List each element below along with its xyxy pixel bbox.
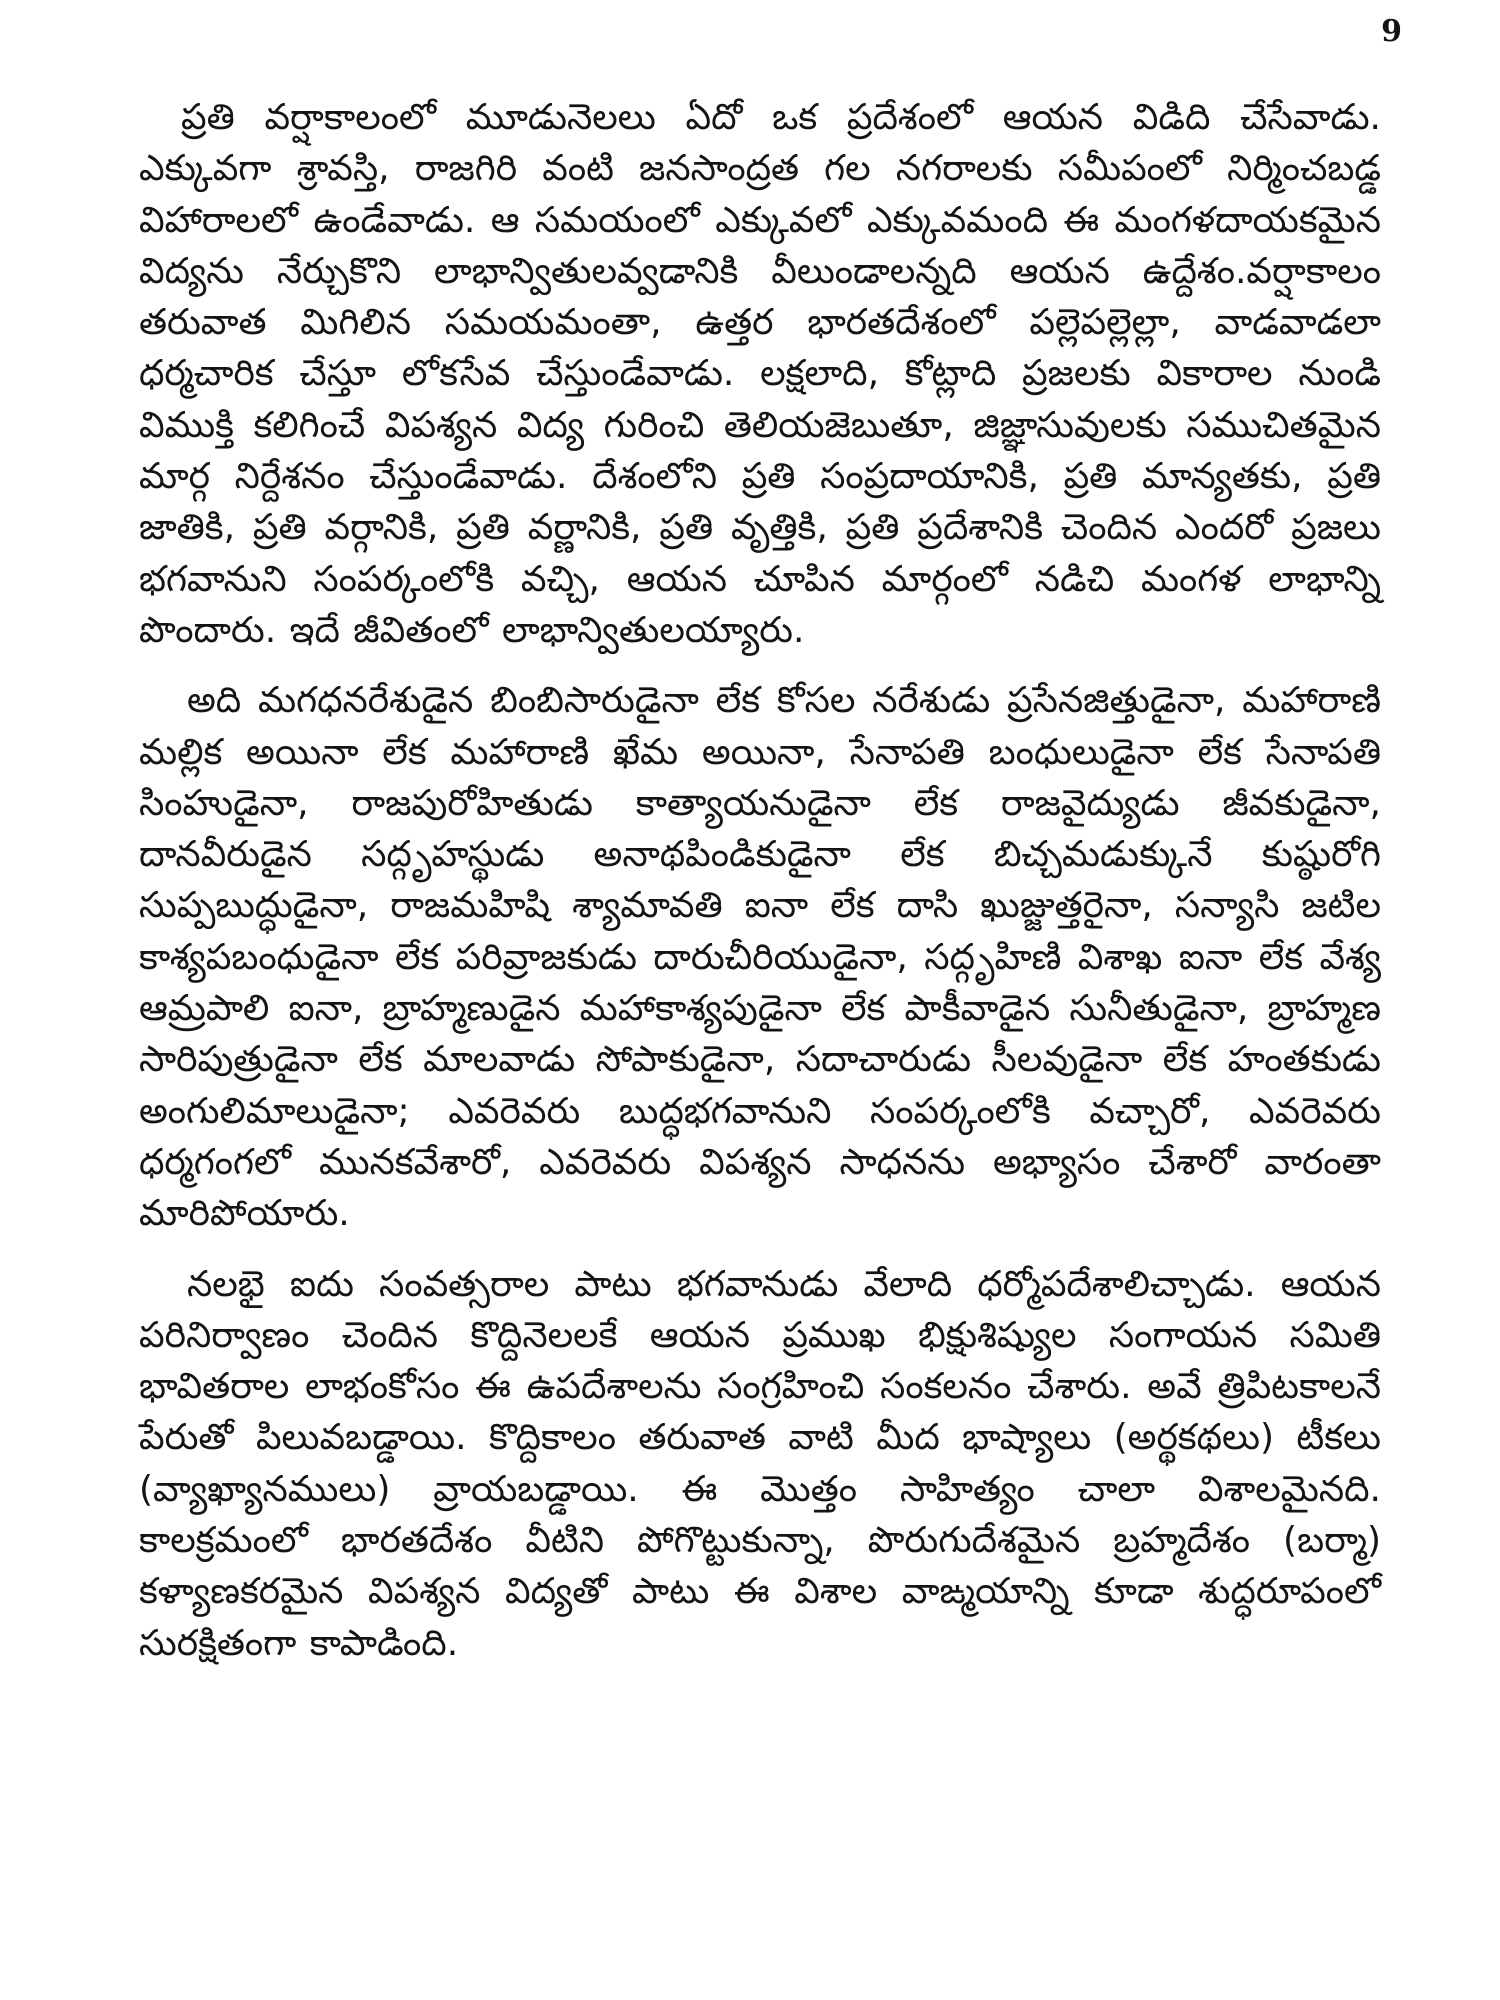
paragraph-disciples: అది మగధనరేశుడైన బింబిసారుడైనా లేక కోసల నరేశుడు ప్రసేనజిత్తుడైనా, మహారాణి మల్లిక అయినా లేక మహారాణి ఖేమ అయినా, సేనాపతి బంధులుడైనా లేక సేనాపతి సింహుడైనా, రాజపురోహితుడు కాత్యాయనుడైనా లేక రాజవైద్యుడు జీవకుడైనా, దానవీరుడైన సద్గృహస్థుడు అనాథపిండికుడైనా లేక బిచ్చమడుక్కునే కుష్ఠురోగి సుప్పబుద్ధుడైనా, రాజమహిషి శ్యామావతి ఐనా లేక దాసి ఖుజ్జుత్తరైనా, సన్యాసి జటిల కాశ్యపబంధుడైనా లేక పరివ్రాజకుడు దారుచీరియుడైనా, సద్గృహిణి విశాఖ ఐనా లేక వేశ్య ఆమ్రపాలి ఐనా, బ్రాహ్మణుడైన మహాకాశ్యపుడైనా లేక పాకీవాడైన సునీతుడైనా, బ్రాహ్మణ సారిపుత్రుడైనా లేక మాలవాడు సోపాకుడైనా, సదాచారుడు సీలవుడైనా లేక హంతకుడు అంగులిమాలుడైనా; ఎవరెవరు బుద్ధభగవానుని సంపర్కంలోకి వచ్చారో, ఎవరెవరు ధర్మగంగలో మునకవేశారో, ఎవరెవరు విపశ్యన సాధనను అభ్యాసం చేశారో వారంతా మారిపోయారు. bbox=[139, 680, 1381, 1235]
page-number: 9 bbox=[1381, 14, 1402, 49]
paragraph-tripitaka: నలభై ఐదు సంవత్సరాల పాటు భగవానుడు వేలాది ధర్మోపదేశాలిచ్చాడు. ఆయన పరినిర్వాణం చెందిన కొద్దినెలలకే ఆయన ప్రముఖ భిక్షుశిష్యుల సంగాయన సమితి భావితరాల లాభంకోసం ఈ ఉపదేశాలను సంగ్రహించి సంకలనం చేశారు. అవే త్రిపిటకాలనే పేరుతో పిలువబడ్డాయి. కొద్దికాలం తరువాత వాటి మీద భాష్యాలు (అర్థకథలు) టీకలు (వ్యాఖ్యానములు) వ్రాయబడ్డాయి. ఈ మొత్తం సాహిత్యం చాలా విశాలమైనది. కాలక్రమంలో భారతదేశం వీటిని పోగొట్టుకున్నా, పొరుగుదేశమైన బ్రహ్మదేశం (బర్మా) కళ్యాణకరమైన విపశ్యన విద్యతో పాటు ఈ విశాల వాఙ్మయాన్ని కూడా శుద్ధరూపంలో సురక్షితంగా కాపాడింది. bbox=[139, 1263, 1381, 1664]
body-text bbox=[139, 92, 1381, 1669]
paragraph-varshakalam: ప్రతి వర్షాకాలంలో మూడునెలలు ఏదో ఒక ప్రదేశంలో ఆయన విడిది చేసేవాడు. ఎక్కువగా శ్రావస్తి, రాజగిరి వంటి జనసాంద్రత గల నగరాలకు సమీపంలో నిర్మించబడ్డ విహారాలలో ఉండేవాడు. ఆ సమయంలో ఎక్కువలో ఎక్కువమంది ఈ మంగళదాయకమైన విద్యను నేర్చుకొని లాభాన్వితులవ్వడానికి వీలుండాలన్నది ఆయన ఉద్దేశం.వర్షాకాలం తరువాత మిగిలిన సమయమంతా, ఉత్తర భారతదేశంలో పల్లెపల్లెల్లా, వాడవాడలా ధర్మచారిక చేస్తూ లోకసేవ చేస్తుండేవాడు. లక్షలాది, కోట్లాది ప్రజలకు వికారాల నుండి విముక్తి కలిగించే విపశ్యన విద్య గురించి తెలియజెబుతూ, జిజ్ఞాసువులకు సముచితమైన మార్గ నిర్దేశనం చేస్తుండేవాడు. దేశంలోని ప్రతి సంప్రదాయానికి, ప్రతి మాన్యతకు, ప్రతి జాతికి, ప్రతి వర్గానికి, ప్రతి వర్ణానికి, ప్రతి వృత్తికి, ప్రతి ప్రదేశానికి చెందిన ఎందరో ప్రజలు భగవానుని సంపర్కంలోకి వచ్చి, ఆయన చూపిన మార్గంలో నడిచి మంగళ లాభాన్ని పొందారు. ఇదే జీవితంలో లాభాన్వితులయ్యారు. bbox=[139, 97, 1381, 651]
